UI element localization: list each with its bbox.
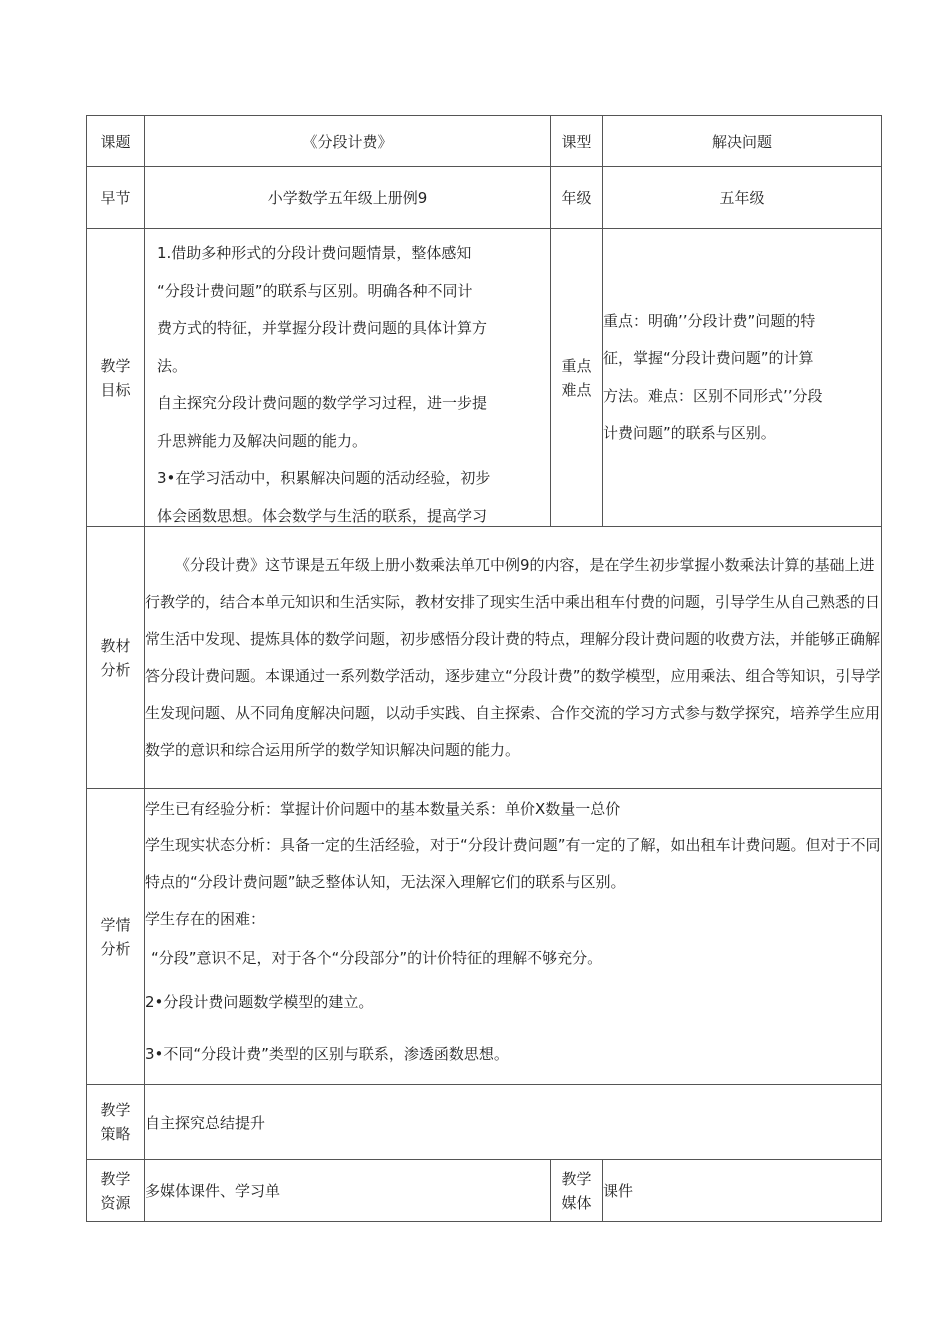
lesson-type-value: 解决问题: [603, 116, 882, 167]
chapter-label: 早节: [87, 167, 145, 229]
strategy-value: 自主探究总结提升: [145, 1085, 882, 1160]
students-line: 学生已有经验分析：掌握计价问题中的基本数量关系：单价X数量一总价: [145, 799, 621, 818]
strategy-label: 教学 策略: [87, 1085, 145, 1160]
students-line: 3•不同“分段计费”类型的区别与联系，渗透函数思想。: [145, 1044, 509, 1063]
chapter-value: 小学数学五年级上册例9: [145, 167, 551, 229]
goal-line: 自主探究分段计费问题的数学学习过程，进一步提: [157, 394, 488, 412]
row-resources: [87, 1160, 882, 1222]
key-line: 重点：明确’’分段计费”问题的特: [603, 311, 816, 330]
topic-label: 课题: [87, 116, 145, 167]
topic-value: 《分段计费》: [145, 116, 551, 167]
media-value: 课件: [603, 1160, 882, 1222]
key-line: 征，掌握“分段计费问题”的计算: [603, 349, 814, 367]
students-line: 学生现实状态分析：具备一定的生活经验，对于“分段计费问题”有一定的了解，如出租车计费问题。但对于不同特点的“分段计费问题”缺乏整体认知，无法深入理解它们的联系与区别。: [145, 835, 881, 891]
goal-line: 体会函数思想。体会数学与生活的联系，提高学习: [157, 506, 488, 525]
row-material: [87, 527, 882, 789]
students-line: 学生存在的困难：: [145, 909, 266, 928]
goal-line: 法。: [157, 356, 188, 375]
lesson-type-label: 课型: [551, 116, 603, 167]
students-line: “分段”意识不足，对于各个“分段部分”的计价特征的理解不够充分。: [151, 948, 603, 967]
goal-line: 3•在学习活动中，积累解决问题的活动经验，初步: [157, 469, 491, 487]
material-text: 《分段计费》这节课是五年级上册小数乘法单兀中例9的内容，是在学生初步掌握小数乘法计算的基础上进行教学的，结合本单元知识和生活实际，教材安排了现实生活中乘出租车付费的问题，引导学生从自己熟悉的日常生活中发现、提炼具体的数学问题，初步感悟分段计费的特点，理解分段计费问题的收费方法，并能够正确解答分段计费问题。本课通过一系列数学活动，逐步建立“分段计费”的数学模型，应用乘法、组合等知识，引导学生发现问题、从不同角度解决问题，以动手实践、自主探索、合作交流的学习方式参与数学探究，培养学生应用数学的意识和综合运用所学的数学知识解决问题的能力。: [145, 555, 881, 759]
students-content: [145, 789, 882, 1085]
goals-label: 教学 目标: [87, 229, 145, 527]
media-label: 教学 媒体: [551, 1160, 603, 1222]
goal-line: “分段计费问题”的联系与区别。明确各种不同计: [157, 281, 473, 300]
students-label: 学情 分析: [87, 789, 145, 1085]
grade-label: 年级: [551, 167, 603, 229]
key-line: 计费问题”的联系与区别。: [603, 424, 776, 442]
goal-line: 费方式的特征，并掌握分段计费问题的具体计算方: [157, 319, 488, 337]
key-line: 方法。难点：区别不同形式’’分段: [603, 386, 823, 405]
goal-line: 1.借助多种形式的分段计费问题情景，整体感知: [157, 244, 472, 262]
key-points-label: 重点 难点: [551, 229, 603, 527]
lesson-plan-table: [86, 115, 882, 1222]
row-students: [87, 789, 882, 1085]
material-label: 教材 分析: [87, 527, 145, 789]
row-chapter: [87, 167, 882, 229]
row-goals: [87, 229, 882, 527]
grade-value: 五年级: [603, 167, 882, 229]
goals-content: [145, 229, 551, 527]
row-strategy: [87, 1085, 882, 1160]
resources-label: 教学 资源: [87, 1160, 145, 1222]
goal-line: 升思辨能力及解决问题的能力。: [157, 431, 368, 450]
key-points-content: [603, 229, 882, 527]
row-topic: [87, 116, 882, 167]
resources-value: 多媒体课件、学习单: [145, 1160, 551, 1222]
students-line: 2•分段计费问题数学模型的建立。: [145, 992, 374, 1011]
material-content: [145, 527, 882, 789]
